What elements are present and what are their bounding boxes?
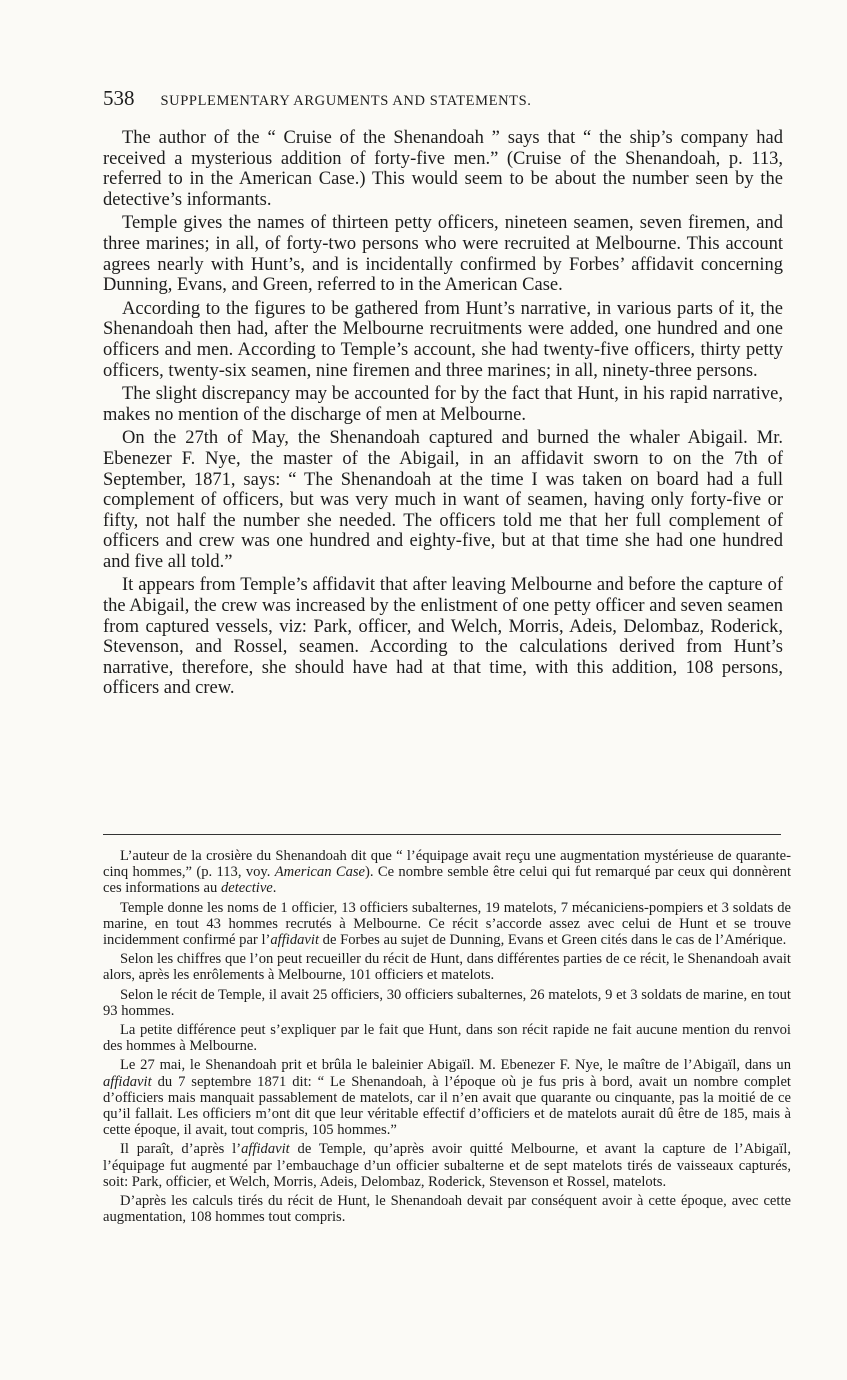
english-paragraph-2: Temple gives the names of thirteen petty officers, nineteen seamen, seven firemen, and three marines; in all, of forty-two persons who were recruited at Melbourne. This account agrees nearly with Hunt’s, and is incidentally confirmed by Forbes’ affidavit concerning Dunning, Evans, and Green, referred to in the American Case. (103, 213, 783, 296)
french-paragraph-1: L’auteur de la crosière du Shenandoah dit que “ l’équipage avait reçu une augmentation mystérieuse de quarante-cinq hommes,” (p. 113, voy. American Case). Ce nombre semble être celui qui fut remarqué par ceux qui donnèrent ces informations au detective. (103, 848, 792, 897)
english-text (103, 128, 783, 702)
french-paragraph-2: Temple donne les noms de 1 officier, 13 officiers subalternes, 19 matelots, 7 mécaniciens-pompiers et 3 soldats de marine, en tout 43 hommes recrutés à Melbourne. Ce récit s’accorde assez avec celui de Hunt et se trouve incidemment confirmé par l’affidavit de Forbes au sujet de Dunning, Evans et Green cités dans le cas de l’Amérique. (103, 899, 791, 949)
english-paragraph-4: The slight discrepancy may be accounted for by the fact that Hunt, in his rapid narrative, makes no mention of the discharge of men at Melbourne. (103, 384, 783, 425)
section-divider (103, 834, 781, 835)
english-paragraph-3: According to the figures to be gathered from Hunt’s narrative, in various parts of it, the Shenandoah then had, after the Melbourne recruitments were added, one hundred and one officers and men. According to Temple’s account, she had twenty-five officers, thirty petty officers, twenty-six seamen, nine firemen and three marines; in all, ninety-three persons. (103, 298, 783, 381)
english-paragraph-5: On the 27th of May, the Shenandoah captured and burned the whaler Abigail. Mr. Ebenezer F. Nye, the master of the Abigail, in an affidavit sworn to on the 7th of September, 1871, says: “ The Shenandoah at the time I was taken on board had a full complement of officers, but was very much in want of seamen, having only forty-five or fifty, not half the number she needed. The officers told me that her full complement of officers and crew was one hundred and eighty-five, but at that time she had one hundred and five all told.” (103, 428, 783, 572)
english-paragraph-6: It appears from Temple’s affidavit that after leaving Melbourne and before the capture of the Abigail, the crew was increased by the enlistment of one petty officer and seven seamen from captured vessels, viz: Park, officer, and Welch, Morris, Adeis, Delombaz, Roderick, Stevenson, and Rossel, seamen. According to the calculations derived from Hunt’s narrative, therefore, she should have had at that time, with this addition, 108 persons, officers and crew. (103, 575, 783, 699)
page-header (103, 86, 793, 111)
french-paragraph-3: Selon les chiffres que l’on peut recueiller du récit de Hunt, dans différentes parties de ce récit, le Shenandoah avait alors, après les enrôlements à Melbourne, 101 officiers et matelots. (103, 951, 791, 984)
running-title: SUPPLEMENTARY ARGUMENTS AND STATEMENTS. (160, 93, 532, 109)
french-paragraph-7: Il paraît, d’après l’affidavit de Temple, qu’après avoir quitté Melbourne, et avant la capture de l’Abigaïl, l’équipage fut augmenté par l’embauchage d’un officier subalterne et de sept matelots tirés de vaisseaux capturés, soit: Park, officier, et Welch, Morris, Adeis, Delombaz, Roderick, Stevenson et Rossel, matelots. (103, 1141, 792, 1190)
french-translation (103, 848, 791, 1228)
french-paragraph-5: La petite différence peut s’expliquer par le fait que Hunt, dans son récit rapide ne fait aucune mention du renvoi des hommes à Melbourne. (103, 1022, 791, 1055)
page-number: 538 (103, 86, 135, 110)
french-paragraph-4: Selon le récit de Temple, il avait 25 officiers, 30 officiers subalternes, 26 matelots, 9 et 3 soldats de marine, en tout 93 hommes. (103, 986, 791, 1019)
french-paragraph-6: Le 27 mai, le Shenandoah prit et brûla le baleinier Abigaïl. M. Ebenezer F. Nye, le maître de l’Abigaïl, dans un affidavit du 7 septembre 1871 dit: “ Le Shenandoah, à l’époque où je fus pris à bord, avait un nombre complet d’officiers mais manquait passablement de matelots, car il n’en avait que quarante ou cinquante, pas la moitié de ce qu’il fallait. Les officiers m’ont dit que leur véritable effectif d’officiers et de matelots aurait dû être de 185, mais à cette époque, il avait, tout compris, 105 hommes.” (103, 1057, 791, 1139)
english-paragraph-1: The author of the “ Cruise of the Shenandoah ” says that “ the ship’s company had received a mysterious addition of forty-five men.” (Cruise of the Shenandoah, p. 113, referred to in the American Case.) This would seem to be about the number seen by the detective’s informants. (103, 128, 783, 210)
french-paragraph-8: D’après les calculs tirés du récit de Hunt, le Shenandoah devait par conséquent avoir à cette époque, avec cette augmentation, 108 hommes tout compris. (103, 1193, 791, 1226)
